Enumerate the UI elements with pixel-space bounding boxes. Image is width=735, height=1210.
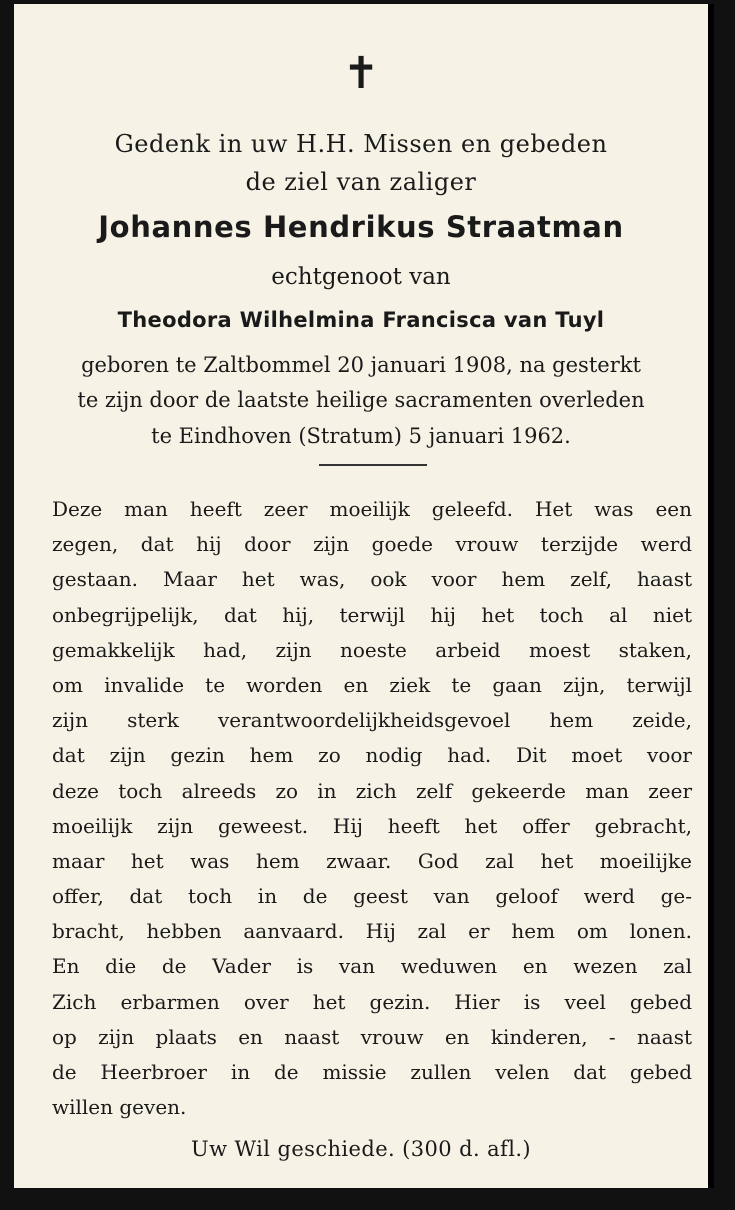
eulogy-line: moeilijk zijn geweest. Hij heeft het offer gebracht, [52, 813, 692, 838]
eulogy-line: de Heerbroer in de missie zullen velen dat gebed [52, 1060, 692, 1084]
eulogy-line: Zich erbarmen over het gezin. Hier is veel gebed [52, 989, 692, 1014]
eulogy-line: En die de Vader is van weduwen en wezen zal [52, 954, 692, 979]
divider [319, 464, 427, 466]
eulogy-line: zegen, dat hij door zijn goede vrouw terzijde werd [52, 532, 692, 557]
cross-icon: ✝ [342, 48, 380, 99]
closing-prayer: Uw Wil geschiede. (300 d. afl.) [191, 1137, 531, 1161]
birth-death-line-2: te zijn door de laatste heilige sacramenten overleden [77, 388, 645, 412]
eulogy-line: Deze man heeft zeer moeilijk geleefd. Het was een [52, 497, 692, 521]
birth-death-line-1: geboren te Zaltbommel 20 januari 1908, na gesterkt [81, 353, 641, 377]
eulogy-line: deze toch alreeds zo in zich zelf gekeerde man zeer [52, 778, 692, 803]
eulogy-line: willen geven. [52, 1095, 187, 1120]
eulogy-line: dat zijn gezin hem zo nodig had. Dit moet voor [52, 743, 692, 768]
relation-text: echtgenoot van [271, 264, 451, 290]
eulogy-line: gemakkelijk had, zijn noeste arbeid moest staken, [52, 637, 692, 662]
eulogy-text [52, 492, 692, 1125]
eulogy-line: bracht, hebben aanvaard. Hij zal er hem om lonen. [52, 919, 692, 944]
birth-death-line-3: te Eindhoven (Stratum) 5 januari 1962. [151, 424, 571, 448]
remembrance-line-2: de ziel van zaliger [245, 168, 477, 196]
remembrance-line-1: Gedenk in uw H.H. Missen en gebeden [114, 130, 608, 158]
eulogy-line: offer, dat toch in de geest van geloof werd ge- [52, 884, 692, 909]
eulogy-line: maar het was hem zwaar. God zal het moeilijke [52, 848, 692, 873]
deceased-name: Johannes Hendrikus Straatman [98, 210, 624, 244]
spouse-name: Theodora Wilhelmina Francisca van Tuyl [117, 308, 605, 332]
eulogy-line: gestaan. Maar het was, ook voor hem zelf, haast [52, 567, 692, 592]
eulogy-line: op zijn plaats en naast vrouw en kinderen, - naast [52, 1024, 692, 1049]
eulogy-line: zijn sterk verantwoordelijkheidsgevoel hem zeide, [52, 708, 692, 733]
eulogy-line: om invalide te worden en ziek te gaan zijn, terwijl [52, 672, 692, 697]
memorial-card [14, 4, 714, 1188]
eulogy-line: onbegrijpelijk, dat hij, terwijl hij het toch al niet [52, 602, 692, 627]
